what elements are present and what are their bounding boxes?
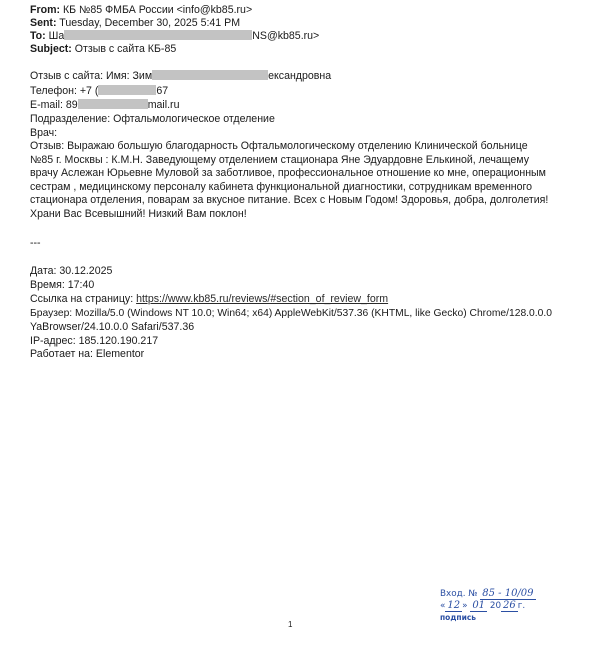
form-review-text: Отзыв: Выражаю большую благодарность Офтальмологическому отделению Клинической больнице №85 г. Москвы : К.М.Н. Заведующему отделением стационара Яне Эдуардовне Елькиной, лечащему врачу Аслежан Юрьевне Муловой за заботливое, профессиональное отношение ко мне, операционным сестрам , медицинскому персоналу кабинета функциональной диагностики, сотрудникам временного стационара отделения, поварам за вкусное питание. Всех с Новым Годом! Здоровья, добра, долголетия! Храни Вас Всевышний! Низкий Вам поклон! [30, 140, 549, 220]
page-link[interactable]: https://www.kb85.ru/reviews/#section_of_review_form [136, 293, 389, 305]
stamp-incoming-number: 85 - 10/09 [482, 588, 534, 599]
stamp-date-day: 12 [447, 600, 461, 611]
header-sent [30, 17, 240, 30]
form-phone-line [30, 85, 168, 98]
page-number: 1 [288, 620, 293, 629]
to-suffix: NS@kb85.ru> [252, 30, 320, 42]
stamp-incoming-label: Вход. № [440, 589, 478, 599]
stamp-date-month: 01 [472, 600, 486, 611]
from-value: КБ №85 ФМБА России <info@kb85.ru> [62, 4, 253, 16]
stamp-date-suffix: г. [517, 601, 526, 611]
stamp-year: 26 [503, 600, 516, 611]
stamp-date-open: « [440, 601, 446, 611]
phone-prefix: Телефон: +7 ( [30, 85, 99, 97]
header-from [30, 4, 252, 17]
redaction-block [98, 85, 156, 95]
meta-date: Дата: 30.12.2025 [30, 265, 113, 277]
sent-value: Tuesday, December 30, 2025 5:41 PM [59, 17, 241, 29]
stamp-year-prefix: 20 [489, 601, 502, 611]
page-link-label: Ссылка на страницу: [30, 293, 137, 305]
meta-browser-1: Браузер: Mozilla/5.0 (Windows NT 10.0; Win64; x64) AppleWebKit/537.36 (KHTML, like Gecko) Chrome/128.0.0.0 [30, 308, 552, 319]
stamp-date-row [440, 600, 536, 612]
meta-time: Время: 17:40 [30, 279, 95, 291]
stamp-date-close: » [462, 601, 468, 611]
header-subject [30, 43, 176, 56]
subject-label: Subject: [30, 43, 72, 55]
redaction-block [152, 70, 268, 80]
form-email-line [30, 99, 179, 112]
sent-label: Sent: [30, 17, 57, 29]
incoming-stamp [440, 588, 536, 624]
meta-ip: IP-адрес: 185.120.190.217 [30, 335, 159, 347]
form-department: Подразделение: Офтальмологическое отделение [30, 113, 275, 125]
name-suffix: ександровна [268, 70, 332, 82]
redaction-block [78, 99, 148, 109]
form-doctor: Врач: [30, 127, 58, 139]
stamp-number-row [440, 588, 536, 600]
subject-value: Отзыв с сайта КБ-85 [74, 43, 177, 55]
separator: --- [30, 237, 41, 249]
header-to [30, 30, 319, 43]
form-name-line [30, 70, 331, 83]
meta-browser-2: YaBrowser/24.10.0.0 Safari/537.36 [30, 321, 195, 333]
name-prefix: Отзыв с сайта: Имя: Зим [30, 70, 153, 82]
stamp-signature-label: подпись [440, 613, 477, 622]
meta-powered: Работает на: Elementor [30, 348, 145, 360]
to-label: To: [30, 30, 46, 42]
from-label: From: [30, 4, 61, 16]
meta-page-link-line [30, 293, 388, 306]
to-prefix: Ша [48, 30, 65, 42]
redaction-block [64, 30, 252, 40]
phone-suffix: 67 [156, 85, 169, 97]
email-suffix: mail.ru [147, 99, 180, 111]
email-prefix: E-mail: 89 [30, 99, 78, 111]
